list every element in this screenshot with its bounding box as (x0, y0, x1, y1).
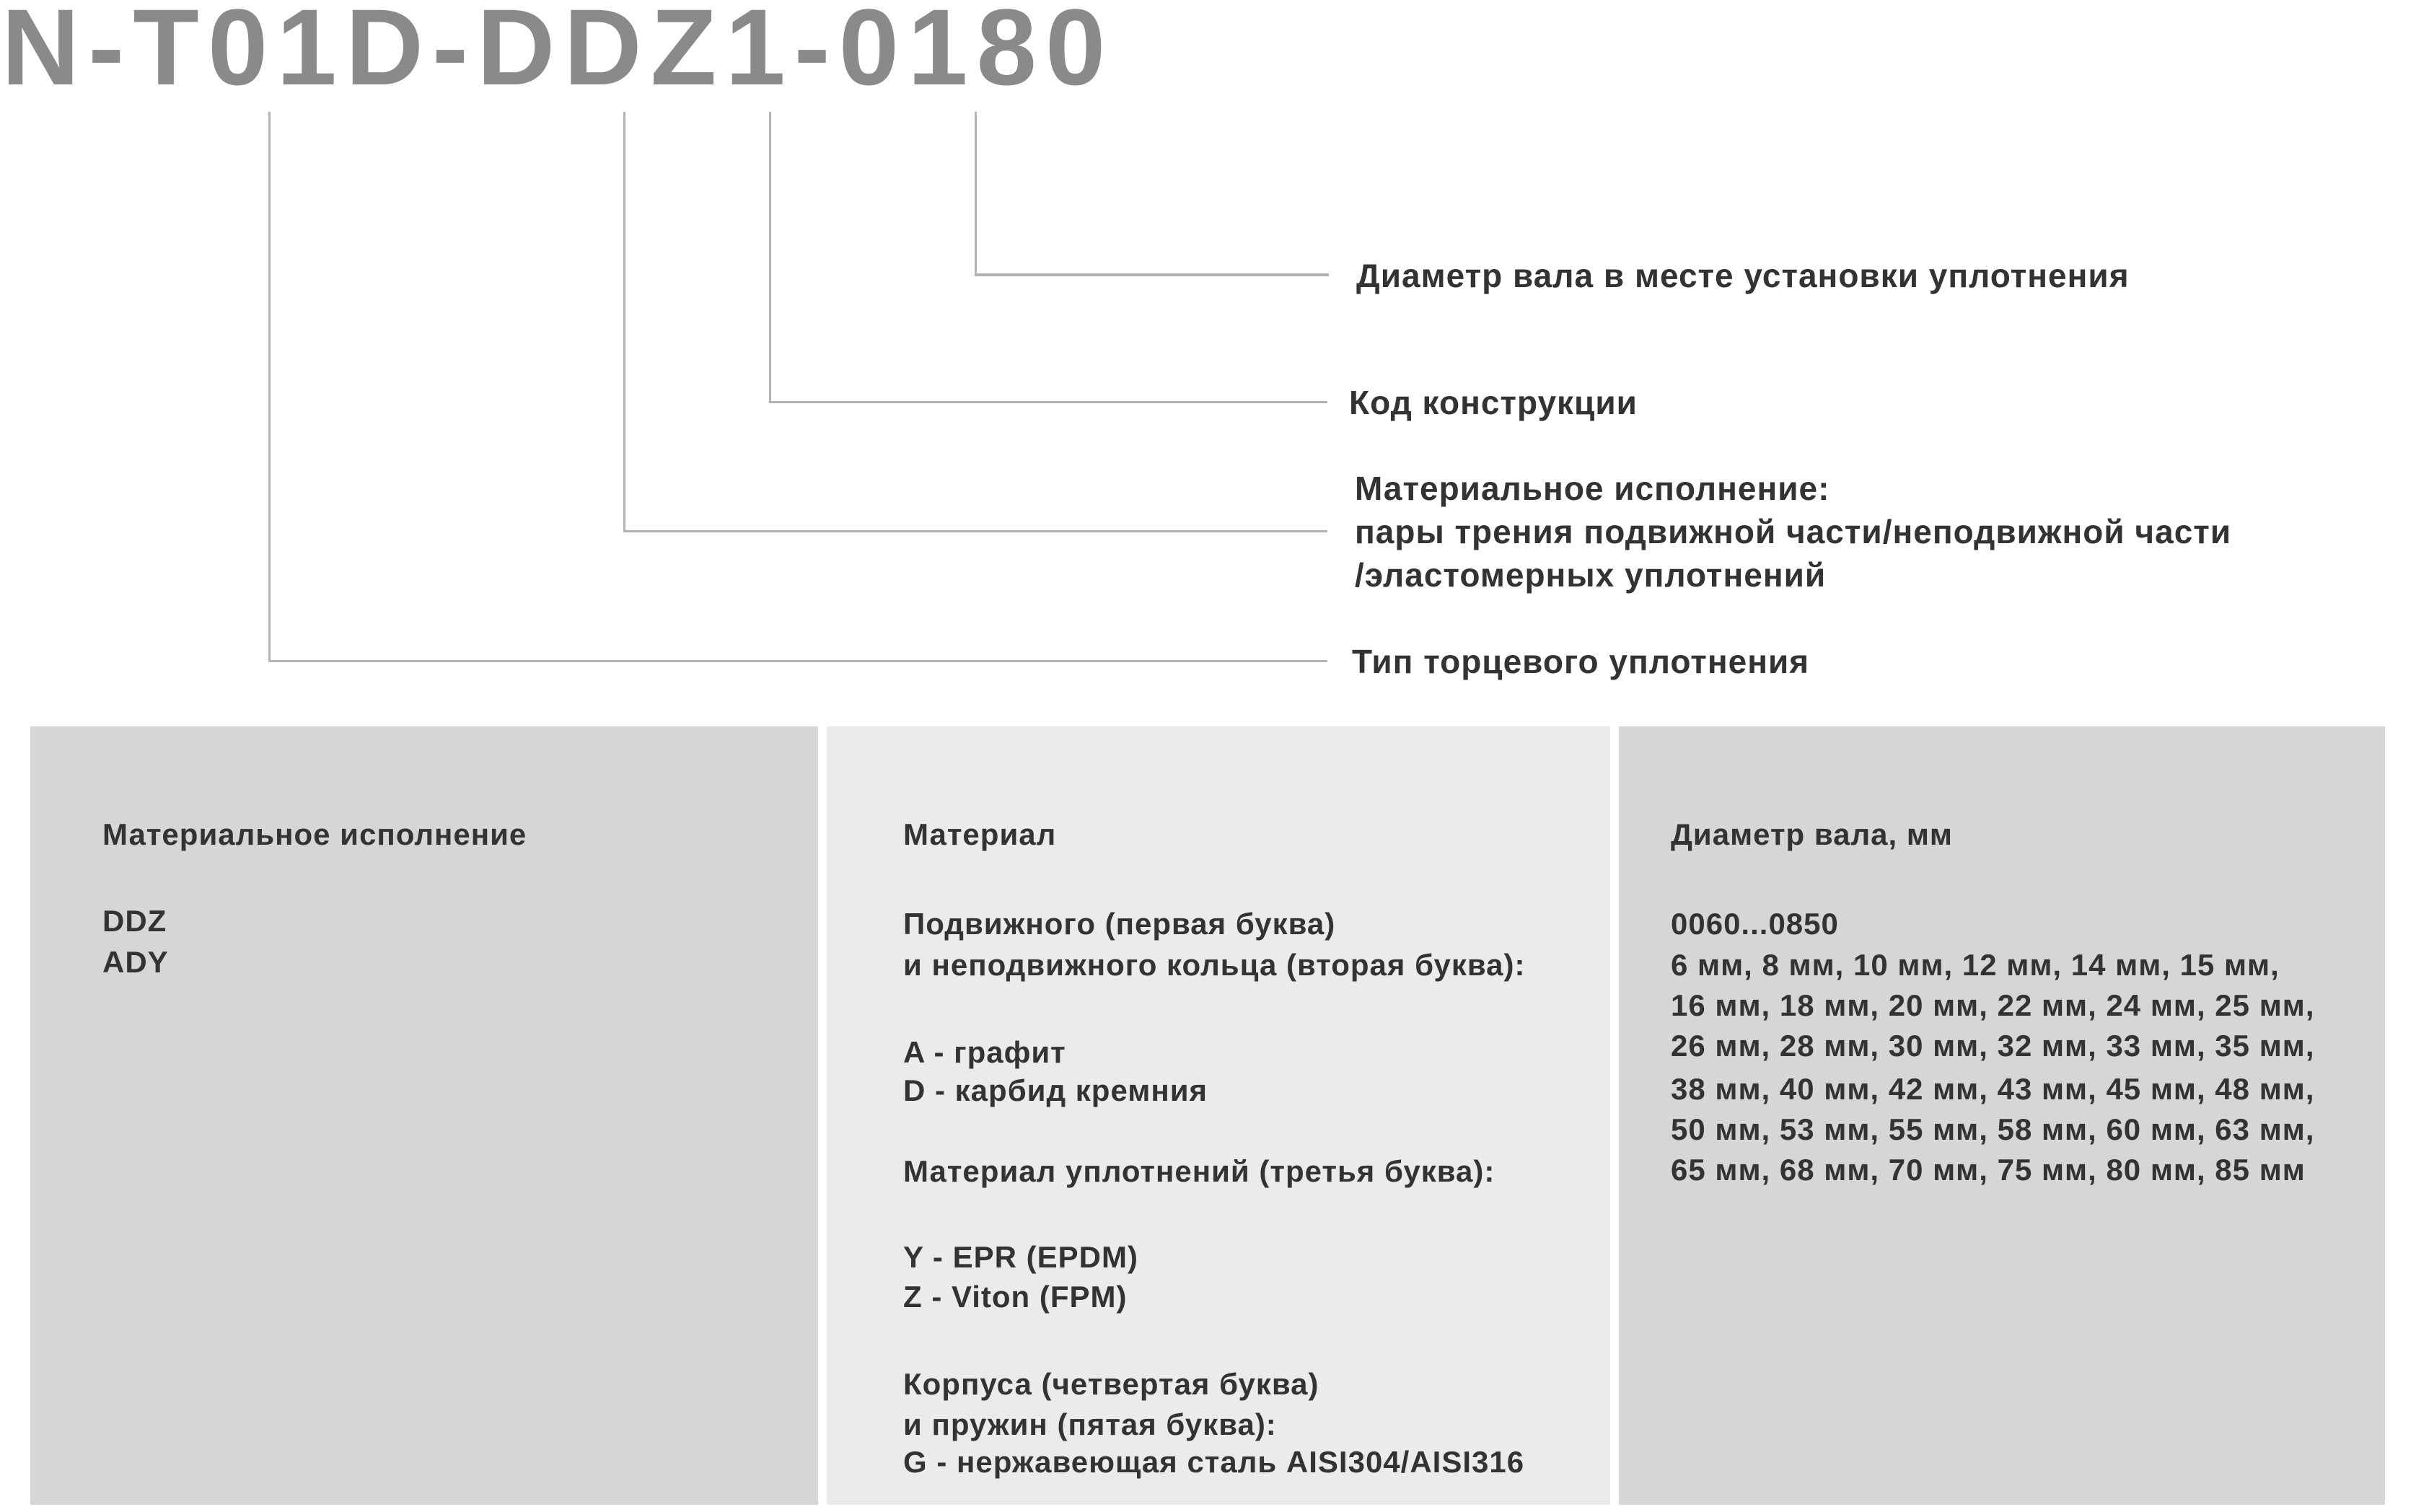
material-version-row-ady: ADY (102, 945, 169, 979)
callout-connector-material-version-vertical (623, 112, 625, 532)
material-line-seals-third-letter: Материал уплотнений (третья буква): (903, 1154, 1495, 1188)
diameter-list-line-4: 38 мм, 40 мм, 42 мм, 43 мм, 45 мм, 48 мм, (1671, 1072, 2315, 1106)
diameter-range: 0060...0850 (1671, 907, 1839, 941)
material-line-a-graphite: A - графит (903, 1035, 1066, 1069)
material-version-row-ddz: DDZ (102, 904, 167, 938)
callout-connector-seal-type-vertical (268, 112, 271, 662)
material-line-rotating-ring: Подвижного (первая буква) (903, 907, 1336, 941)
callout-label-seal-type: Тип торцевого уплотнения (1352, 643, 1810, 680)
diameter-list-line-6: 65 мм, 68 мм, 70 мм, 75 мм, 80 мм, 85 мм (1671, 1153, 2306, 1187)
material-line-stationary-ring: и неподвижного кольца (вторая буква): (903, 948, 1526, 982)
table-column-material-version (30, 726, 818, 1505)
callout-connector-design-code-horizontal (769, 401, 1327, 403)
callout-connector-shaft-diameter-horizontal (975, 273, 1329, 276)
callout-connector-shaft-diameter-vertical (975, 112, 977, 276)
diameter-list-line-3: 26 мм, 28 мм, 30 мм, 32 мм, 33 мм, 35 мм, (1671, 1029, 2315, 1063)
callout-label-material-version (1355, 467, 2231, 597)
table-column-shaft-diameter (1619, 726, 2385, 1505)
callout-label-design-code: Код конструкции (1349, 384, 1638, 421)
product-code-title: N-T01D-DDZ1-0180 (1, 0, 1115, 107)
column-header-material: Материал (903, 817, 1057, 851)
material-line-body-fourth-letter: Корпуса (четвертая буква) (903, 1367, 1319, 1401)
diameter-list-line-5: 50 мм, 53 мм, 55 мм, 58 мм, 60 мм, 63 мм, (1671, 1112, 2315, 1146)
callout-label-material-version-line1: Материальное исполнение: (1355, 470, 1830, 507)
material-line-z-viton: Z - Viton (FPM) (903, 1280, 1128, 1314)
material-line-y-epr: Y - EPR (EPDM) (903, 1240, 1138, 1274)
material-line-d-silicon-carbide: D - карбид кремния (903, 1073, 1208, 1107)
callout-label-material-version-line2: пары трения подвижной части/неподвижной части (1355, 513, 2232, 550)
diameter-list-line-1: 6 мм, 8 мм, 10 мм, 12 мм, 14 мм, 15 мм, (1671, 948, 2280, 982)
column-header-material-version: Материальное исполнение (102, 817, 527, 851)
material-line-springs-fifth-letter: и пружин (пятая буква): (903, 1407, 1277, 1441)
column-header-shaft-diameter: Диаметр вала, мм (1671, 817, 1954, 851)
callout-connector-seal-type-horizontal (268, 660, 1327, 662)
table-column-material (827, 726, 1610, 1505)
material-line-g-stainless: G - нержавеющая сталь AISI304/AISI316 (903, 1445, 1525, 1479)
diameter-list-line-2: 16 мм, 18 мм, 20 мм, 22 мм, 24 мм, 25 мм, (1671, 988, 2315, 1022)
callout-label-material-version-line3: /эластомерных уплотнений (1355, 556, 1827, 594)
callout-label-shaft-diameter: Диаметр вала в месте установки уплотнения (1356, 257, 2130, 294)
callout-connector-material-version-horizontal (623, 530, 1327, 532)
callout-connector-design-code-vertical (769, 112, 771, 403)
